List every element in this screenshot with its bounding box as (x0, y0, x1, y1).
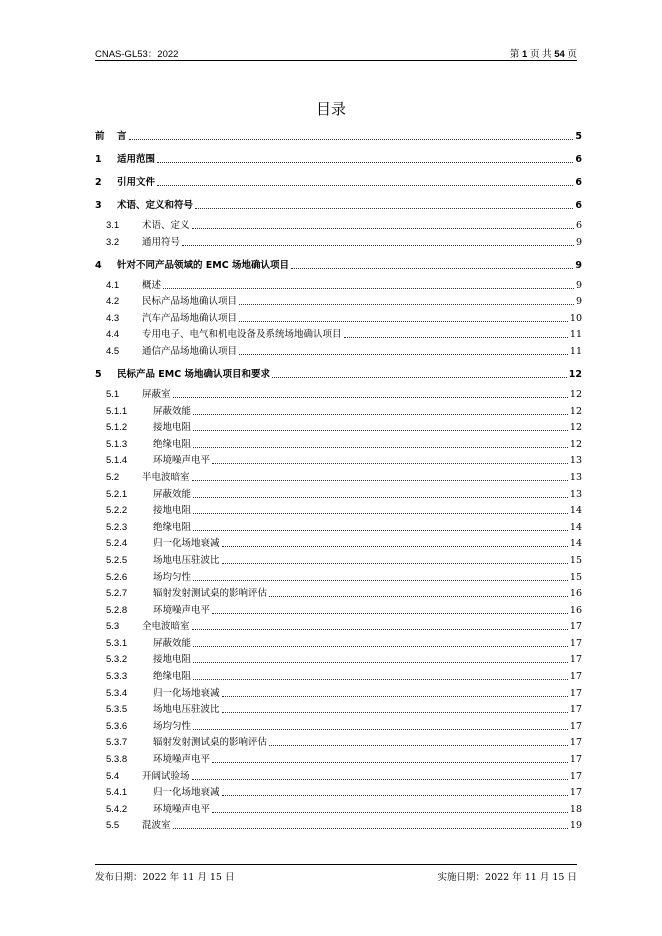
toc-entry-title: 民标产品 EMC 场地确认项目和要求 (117, 368, 271, 380)
toc-entry-number: 3.1 (106, 220, 120, 231)
toc-entry-page: 14 (569, 505, 582, 517)
toc-entry[interactable] (95, 721, 582, 733)
toc-entry-title: 环境噪声电平 (153, 803, 211, 815)
toc-dot-leader (193, 414, 568, 415)
page-suffix: 页 (567, 49, 577, 60)
toc-entry-number: 5.3 (106, 621, 120, 633)
toc-entry-page: 17 (569, 754, 582, 766)
toc-entry-title: 辐射发射测试桌的影响评估 (153, 737, 268, 749)
toc-entry[interactable] (95, 605, 582, 617)
toc-entry[interactable] (95, 572, 582, 584)
toc-entry-number: 4.5 (106, 345, 120, 357)
toc-entry[interactable] (95, 472, 582, 484)
toc-entry[interactable] (95, 296, 582, 308)
toc-entry-title: 屏蔽效能 (153, 405, 192, 417)
toc-dot-leader (222, 712, 568, 713)
toc-dot-leader (212, 812, 568, 813)
toc-dot-leader (193, 430, 568, 431)
document-code: CNAS-GL53：2022 (95, 49, 179, 60)
toc-entry-page: 6 (575, 220, 582, 231)
toc-dot-leader (212, 463, 568, 464)
toc-entry[interactable] (95, 787, 582, 799)
toc-entry[interactable] (95, 177, 582, 189)
toc-entry-page: 12 (569, 405, 582, 417)
toc-entry-page: 12 (569, 438, 582, 450)
toc-entry-title: 环境噪声电平 (153, 754, 211, 766)
toc-entry-number: 5.3.5 (106, 704, 128, 716)
toc-entry-number: 5.3.1 (106, 637, 128, 649)
toc-entry-page: 11 (569, 345, 582, 357)
toc-entry-title: 屏蔽室 (142, 388, 171, 400)
toc-entry-number: 3 (95, 200, 102, 211)
toc-entry[interactable] (95, 389, 582, 401)
toc-entry-title: 术语、定义 (142, 220, 190, 231)
toc-entry-page: 17 (569, 687, 582, 699)
toc-entry-title: 适用范围 (117, 154, 156, 165)
toc-entry[interactable] (95, 200, 582, 212)
toc-entry-page: 17 (569, 637, 582, 649)
toc-entry-number: 5.4.1 (106, 787, 128, 799)
toc-entry-number: 2 (95, 177, 102, 188)
toc-dot-leader (222, 795, 568, 796)
toc-entry-page: 6 (575, 200, 582, 211)
toc-entry-title: 场地电压驻波比 (153, 554, 220, 566)
toc-entry-title: 环境噪声电平 (153, 604, 211, 616)
toc-entry-page: 18 (569, 803, 582, 815)
toc-entry-number: 5.3.4 (106, 687, 128, 699)
toc-entry[interactable] (95, 455, 582, 467)
publish-date: 发布日期：2022 年 11 月 15 日 (95, 872, 235, 883)
toc-entry-page: 13 (569, 455, 582, 467)
toc-entry-number: 5.2.3 (106, 521, 128, 533)
toc-entry-number: 5.3.7 (106, 737, 128, 749)
toc-entry[interactable] (95, 688, 582, 700)
toc-entry-page: 6 (575, 177, 582, 188)
toc-dot-leader (239, 304, 574, 305)
toc-entry-number: 5.2.2 (106, 505, 128, 517)
toc-entry-number: 5.1 (106, 388, 120, 400)
toc-dot-leader (193, 662, 568, 663)
toc-entry-title: 绝缘电阻 (153, 521, 192, 533)
toc-entry-title: 汽车产品场地确认项目 (142, 312, 238, 324)
toc-entry-title: 场均匀性 (153, 571, 192, 583)
toc-dot-leader (129, 139, 574, 140)
toc-entry-title: 环境噪声电平 (153, 455, 211, 467)
toc-entry-page: 19 (569, 820, 582, 832)
toc-entry-number: 5.1.1 (106, 405, 128, 417)
effective-date: 实施日期：2022 年 11 月 15 日 (437, 872, 577, 883)
toc-dot-leader (193, 447, 568, 448)
toc-entry-title: 归一化场地衰减 (153, 687, 220, 699)
toc-entry-number: 5.3.3 (106, 671, 128, 683)
toc-dot-leader (291, 268, 573, 269)
toc-entry-title: 全电波暗室 (142, 621, 190, 633)
toc-dot-leader (193, 513, 568, 514)
toc-entry-number: 4.1 (106, 279, 120, 291)
toc-entry-title: 半电波暗室 (142, 471, 190, 483)
toc-entry-number: 5.3.6 (106, 720, 128, 732)
toc-dot-leader (222, 696, 568, 697)
toc-entry[interactable] (95, 737, 582, 749)
toc-entry[interactable] (95, 704, 582, 716)
toc-entry[interactable] (95, 522, 582, 534)
toc-entry[interactable] (95, 220, 582, 232)
toc-dot-leader (193, 580, 568, 581)
toc-entry-title: 绝缘电阻 (153, 438, 192, 450)
toc-entry-number: 5.3.8 (106, 754, 128, 766)
page-number: 1 (522, 49, 528, 60)
toc-entry[interactable] (95, 771, 582, 783)
toc-entry-title: 归一化场地衰减 (153, 538, 220, 550)
table-of-contents (95, 131, 582, 832)
toc-entry[interactable] (95, 505, 582, 517)
toc-entry-number: 5.5 (106, 820, 120, 832)
page-header (95, 44, 577, 61)
toc-entry-page: 17 (569, 654, 582, 666)
toc-entry[interactable] (95, 439, 582, 451)
toc-entry-page: 13 (569, 471, 582, 483)
toc-entry-title: 场均匀性 (153, 720, 192, 732)
toc-entry-title: 接地电阻 (153, 422, 192, 434)
toc-entry-title: 混波室 (142, 820, 171, 832)
toc-dot-leader (192, 779, 568, 780)
toc-entry-title: 绝缘电阻 (153, 671, 192, 683)
toc-dot-leader (193, 646, 568, 647)
toc-entry-page: 17 (569, 704, 582, 716)
toc-entry[interactable] (95, 489, 582, 501)
toc-entry[interactable] (95, 237, 582, 249)
toc-entry-page: 12 (569, 388, 582, 400)
toc-entry-page: 9 (575, 236, 582, 248)
toc-dot-leader (269, 596, 568, 597)
toc-entry-page: 13 (569, 488, 582, 500)
toc-entry[interactable] (95, 260, 582, 272)
toc-entry[interactable] (95, 329, 582, 341)
toc-entry-number: 3.2 (106, 236, 120, 248)
toc-entry[interactable] (95, 621, 582, 633)
toc-entry-page: 6 (575, 154, 582, 165)
toc-entry-page: 5 (575, 131, 582, 142)
toc-entry-number: 5.3.2 (106, 654, 128, 666)
toc-entry-title: 引用文件 (117, 177, 156, 188)
toc-entry-page: 17 (569, 621, 582, 633)
toc-dot-leader (193, 729, 568, 730)
toc-entry-page: 10 (569, 312, 582, 324)
toc-entry-number: 5.2.1 (106, 488, 128, 500)
toc-entry-number: 5.2.7 (106, 588, 128, 600)
toc-entry-page: 9 (575, 279, 582, 291)
toc-dot-leader (239, 354, 568, 355)
toc-entry-title: 通用符号 (142, 236, 181, 248)
toc-entry-page: 17 (569, 720, 582, 732)
page-title: 目录 (315, 100, 346, 118)
toc-entry[interactable] (95, 346, 582, 358)
toc-entry[interactable] (95, 588, 582, 600)
toc-entry-page: 17 (569, 671, 582, 683)
toc-dot-leader (192, 629, 568, 630)
toc-entry-number: 5.2.5 (106, 554, 128, 566)
toc-entry-page: 17 (569, 770, 582, 782)
toc-entry-title: 开阔试验场 (142, 770, 190, 782)
toc-dot-leader (182, 245, 574, 246)
toc-entry-page: 14 (569, 521, 582, 533)
toc-dot-leader (163, 288, 574, 289)
page-mid: 页 共 (529, 49, 552, 60)
toc-entry[interactable] (95, 154, 582, 166)
toc-entry-page: 17 (569, 787, 582, 799)
toc-entry[interactable] (95, 406, 582, 418)
toc-entry[interactable] (95, 555, 582, 567)
toc-entry[interactable] (95, 313, 582, 325)
toc-entry-number: 5.1.4 (106, 455, 128, 467)
toc-entry-title: 民标产品场地确认项目 (142, 296, 238, 308)
toc-dot-leader (193, 497, 568, 498)
toc-entry-number: 5.2.4 (106, 538, 128, 550)
toc-dot-leader (157, 185, 573, 186)
toc-entry-number: 5.2.6 (106, 571, 128, 583)
toc-entry-title: 场地电压驻波比 (153, 704, 220, 716)
toc-dot-leader (193, 679, 568, 680)
toc-entry-number: 4.3 (106, 312, 120, 324)
toc-dot-leader (193, 530, 568, 531)
toc-entry-title: 辐射发射测试桌的影响评估 (153, 588, 268, 600)
toc-dot-leader (212, 762, 568, 763)
toc-entry-number: 4 (95, 259, 102, 271)
toc-entry[interactable] (95, 280, 582, 292)
toc-dot-leader (195, 208, 573, 209)
toc-dot-leader (344, 337, 568, 338)
toc-entry-number: 前 (95, 131, 105, 142)
toc-entry[interactable] (95, 638, 582, 650)
page-indicator (510, 46, 577, 60)
toc-entry-title: 针对不同产品领域的 EMC 场地确认项目 (117, 259, 290, 271)
toc-entry-number: 1 (95, 154, 102, 165)
toc-entry-title: 概述 (142, 279, 162, 291)
toc-entry-number: 5.1.2 (106, 422, 128, 434)
toc-entry[interactable] (95, 671, 582, 683)
page-prefix: 第 (509, 49, 520, 60)
page-footer (95, 864, 577, 883)
toc-entry-page: 11 (569, 329, 582, 341)
toc-entry[interactable] (95, 538, 582, 550)
toc-entry-title: 言 (117, 131, 127, 142)
toc-entry-page: 9 (575, 296, 582, 308)
toc-entry-page: 14 (569, 538, 582, 550)
toc-entry-page: 12 (569, 422, 582, 434)
toc-entry-title: 接地电阻 (153, 505, 192, 517)
toc-entry-number: 5 (95, 368, 102, 380)
page-total: 54 (554, 49, 565, 60)
toc-entry[interactable] (95, 820, 582, 832)
toc-entry-page: 15 (569, 554, 582, 566)
toc-entry-number: 4.2 (106, 296, 120, 308)
toc-dot-leader (192, 228, 574, 229)
toc-entry-title: 屏蔽效能 (153, 637, 192, 649)
toc-dot-leader (269, 745, 568, 746)
toc-entry-page: 9 (575, 259, 582, 271)
toc-dot-leader (222, 546, 568, 547)
toc-entry-number: 5.1.3 (106, 438, 128, 450)
toc-dot-leader (239, 321, 568, 322)
toc-entry[interactable] (95, 422, 582, 434)
toc-dot-leader (192, 480, 568, 481)
toc-entry-page: 15 (569, 571, 582, 583)
toc-entry-title: 专用电子、电气和机电设备及系统场地确认项目 (142, 329, 342, 341)
toc-dot-leader (157, 162, 573, 163)
toc-entry-number: 5.4 (106, 770, 120, 782)
toc-entry[interactable] (95, 369, 582, 381)
toc-entry-page: 16 (569, 604, 582, 616)
toc-entry-title: 屏蔽效能 (153, 488, 192, 500)
toc-dot-leader (212, 613, 568, 614)
toc-entry-page: 16 (569, 588, 582, 600)
toc-entry-number: 5.2.8 (106, 604, 128, 616)
toc-entry-page: 12 (568, 368, 582, 380)
toc-entry[interactable] (95, 804, 582, 816)
toc-entry-page: 17 (569, 737, 582, 749)
toc-entry-title: 术语、定义和符号 (117, 200, 194, 211)
toc-entry[interactable] (95, 654, 582, 666)
toc-dot-leader (173, 828, 568, 829)
toc-entry-title: 归一化场地衰减 (153, 787, 220, 799)
toc-dot-leader (222, 563, 568, 564)
toc-entry-title: 接地电阻 (153, 654, 192, 666)
toc-entry[interactable] (95, 131, 582, 143)
toc-dot-leader (173, 397, 568, 398)
toc-entry-number: 5.2 (106, 471, 120, 483)
toc-entry-number: 5.4.2 (106, 803, 128, 815)
toc-entry[interactable] (95, 754, 582, 766)
toc-entry-title: 通信产品场地确认项目 (142, 345, 238, 357)
toc-dot-leader (272, 377, 567, 378)
toc-entry-number: 4.4 (106, 329, 120, 341)
